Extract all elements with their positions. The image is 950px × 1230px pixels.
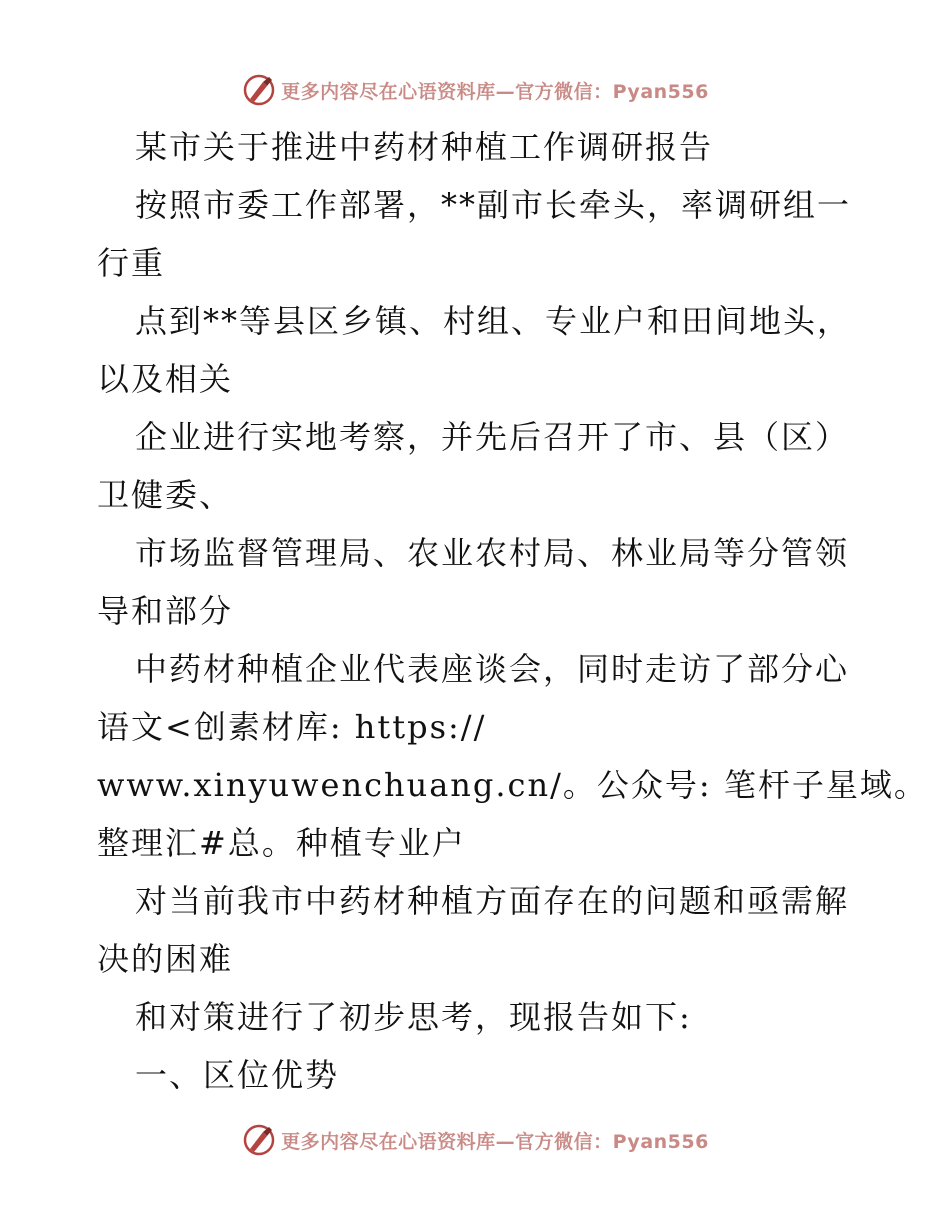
footer-watermark xyxy=(0,1120,950,1160)
footer-watermark-text: 更多内容尽在心语资料库—官方微信：Pyan556 xyxy=(281,1130,709,1153)
text-line: 整理汇#总。种植专业户 xyxy=(97,824,466,862)
header-watermark-text: 更多内容尽在心语资料库—官方微信：Pyan556 xyxy=(281,80,709,103)
text-line: 中药材种植企业代表座谈会，同时走访了部分心 xyxy=(135,650,850,688)
text-line: 行重 xyxy=(97,244,166,282)
text-line: 和对策进行了初步思考，现报告如下: xyxy=(135,998,692,1036)
pen-logo-icon xyxy=(241,1122,277,1158)
text-line: 导和部分 xyxy=(97,592,234,630)
text-line: www.xinyuwenchuang.cn/。公众号: 笔杆子星域。 xyxy=(97,766,928,804)
text-line: 以及相关 xyxy=(97,360,234,398)
text-line: 对当前我市中药材种植方面存在的问题和亟需解 xyxy=(135,882,850,920)
text-line: 语文<创素材库: https:// xyxy=(97,708,487,746)
text-line: 一、区位优势 xyxy=(135,1056,340,1094)
header-watermark xyxy=(0,70,950,110)
document-body xyxy=(97,118,928,1104)
document-title: 某市关于推进中药材种植工作调研报告 xyxy=(135,128,714,166)
text-line: 市场监督管理局、农业农村局、林业局等分管领 xyxy=(135,534,850,572)
text-line: 按照市委工作部署，**副市长牵头，率调研组一 xyxy=(135,186,852,224)
text-line: 点到**等县区乡镇、村组、专业户和田间地头， xyxy=(135,302,852,340)
pen-logo-icon xyxy=(241,72,277,108)
text-line: 卫健委、 xyxy=(97,476,234,514)
text-line: 决的困难 xyxy=(97,940,234,978)
text-line: 企业进行实地考察，并先后召开了市、县（区） xyxy=(135,418,850,456)
